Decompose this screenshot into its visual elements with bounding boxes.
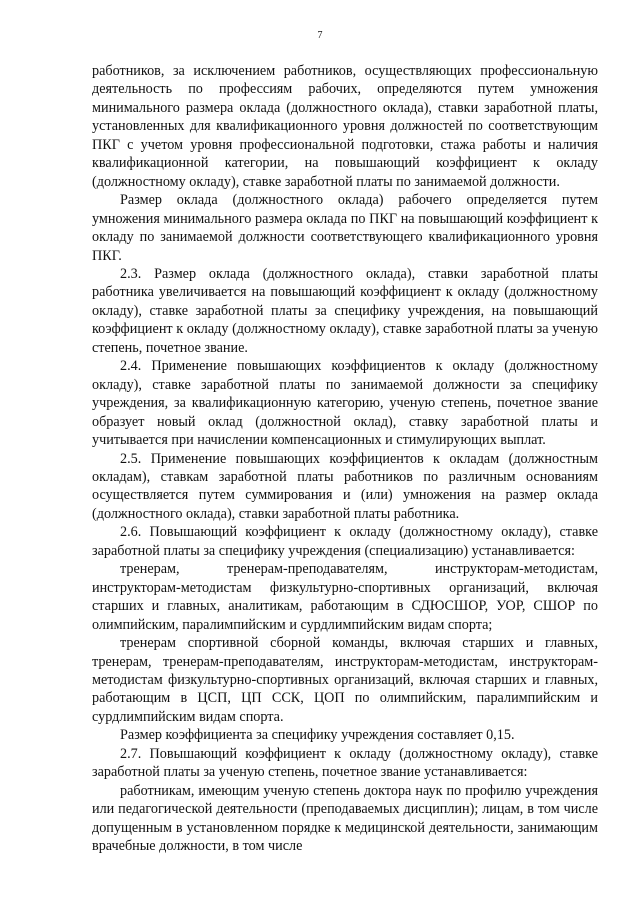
- paragraph-2-3: 2.3. Размер оклада (должностного оклада), ставки заработной платы работника увеличивается на повышающий коэффициент к окладу (должностному окладу), ставке заработной платы за специфику учреждения, на повышающий коэффициент к окладу (должностному окладу), ставке заработной платы за ученую степень, почетное звание.: [92, 265, 598, 356]
- paragraph-2-4: 2.4. Применение повышающих коэффициентов к окладу (должностному окладу), ставке заработной платы по занимаемой должности за специфику учреждения, за квалификационную категорию, ученую степень, почетное звание образует новый оклад (должностной оклад), ставку заработной платы и учитывается при начислении компенсационных и стимулирующих выплат.: [92, 358, 598, 449]
- paragraph-coefficient-size: Размер коэффициента за специфику учреждения составляет 0,15.: [120, 727, 515, 744]
- paragraph-2-5: 2.5. Применение повышающих коэффициентов к окладам (должностным окладам), ставкам заработной платы работников по различным основаниям осуществляется путем суммирования и (или) умножения на размер оклада (должностного оклада), ставки заработной платы работника.: [92, 450, 598, 522]
- paragraph-2-6: 2.6. Повышающий коэффициент к окладу (должностному окладу), ставке заработной платы за специфику учреждения (специализацию) устанавливается:: [92, 524, 598, 559]
- paragraph-list-item-coaches: тренерам, тренерам-преподавателям, инструкторам-методистам, инструкторам-методистам физкультурно-спортивных организаций, включая старших и главных, аналитикам, работающим в СДЮСШОР, УОР, СШОР по олимпийским, паралимпийским и сурдлимпийским видам спорта;: [92, 561, 598, 633]
- paragraph-worker-salary: Размер оклада (должностного оклада) рабочего определяется путем умножения минимального размера оклада по ПКГ на повышающий коэффициент к окладу по занимаемой должности соответствующего квалификационного уровня ПКГ.: [92, 192, 598, 264]
- paragraph-list-item-doctors: работникам, имеющим ученую степень доктора наук по профилю учреждения или педагогической деятельности (преподаваемых дисциплин); лицам, в том числе допущенным в установленном порядке к медицинской деятельности, занимающим врачебные должности, в том числе: [92, 782, 598, 855]
- paragraph-list-item-national-team: тренерам спортивной сборной команды, включая старших и главных, тренерам, тренерам-преподавателям, инструкторам-методистам, инструкторам-методистам физкультурно-спортивных организаций, включая старших и главных, работающим в ЦСП, ЦП ССК, ЦОП по олимпийским, паралимпийским и сурдлимпийским видам спорта.: [92, 635, 598, 725]
- paragraph-continuation: работников, за исключением работников, осуществляющих профессиональную деятельность по профессиям рабочих, определяются путем умножения минимального размера оклада (должностного оклада), ставки заработной платы, установленных для квалификационного уровня должностей по соответствующим ПКГ с учетом уровня профессиональной подготовки, стажа работы и наличия квалификационной категории, на повышающий коэффициент к окладу (должностному окладу), ставке заработной платы по занимаемой должности.: [92, 63, 598, 190]
- page-number: 7: [317, 30, 323, 41]
- document-body: [92, 62, 598, 855]
- paragraph-2-7: 2.7. Повышающий коэффициент к окладу (должностному окладу), ставке заработной платы за ученую степень, почетное звание устанавливается:: [92, 745, 598, 781]
